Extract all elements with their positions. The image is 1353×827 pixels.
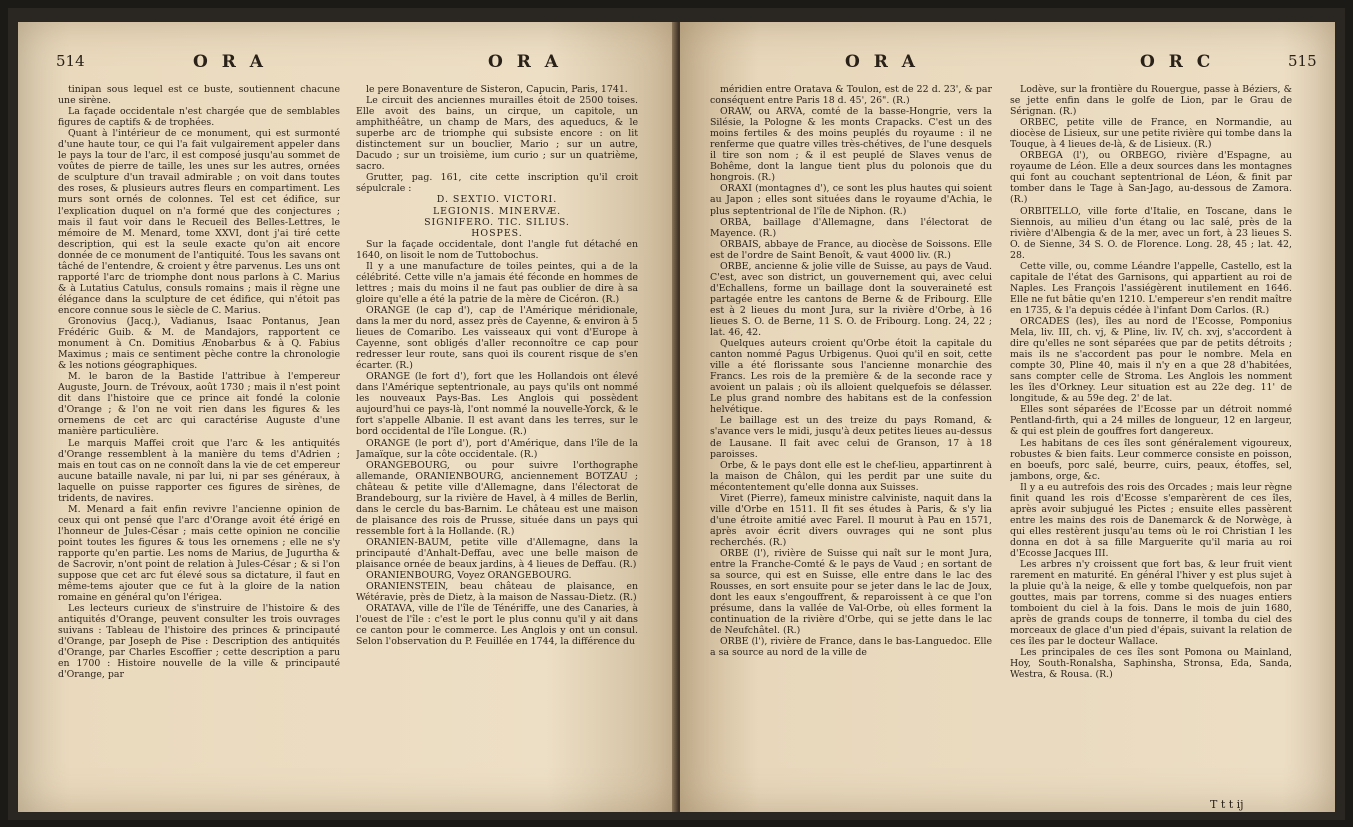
entry-orange-cap: ORANGE (le cap d'), cap de l'Amérique méridionale, dans la mer du nord, assez près de Cayenne, & environ à 5 lieues de Comaribo. Les vaisseaux qui vont d'Europe à Cayenne, sont obligés d'aller reconnoître ce cap pour redresser leur route, sans quoi ils courent risque de s'en écarter. (R.) (356, 304, 638, 372)
inscription-line: HOSPES. (471, 227, 523, 239)
entry-oratava: ORATAVA, ville de l'île de Ténériffe, une des Canaries, à l'ouest de l'île : c'est le port le plus connu qu'il y ait dans ce canton pour le commerce. Les Anglois y ont un consul. Selon l'observation du P. Feuillée en 1744, la différence du (356, 603, 638, 648)
entry-orangebourg: ORANGEBOURG, ou pour suivre l'orthographe allemande, ORANIENBOURG, anciennement BOTZAU ; château & petite ville d'Allemagne, dans l'électorat de Brandebourg, sur la rivière de Havel, à 4 milles de Berlin, dans le cercle du bas-Barnim. Le château est une maison de plaisance des rois de Prusse, située dans un pays qui ressemble fort à la Hollande. (R.) (356, 459, 638, 537)
left-page-column-1 (58, 84, 340, 802)
paragraph: Cette ville, ou, comme Léandre l'appelle, Castello, est la capitale de l'état des Garnisons, qui appartient au roi de Naples. Les François l'assiégèrent inutilement en 1646. Elle ne fut bâtie qu'en 1210. L'empereur s'en rendit maître en 1735, & l'a depuis cédée à l'infant Dom Carlos. (R.) (1010, 260, 1292, 316)
paragraph: le pere Bonaventure de Sisteron, Capucin, Paris, 1741. (366, 84, 628, 95)
paragraph: Les arbres n'y croissent que fort bas, & leur fruit vient rarement en maturité. En général l'hiver y est plus sujet à la pluie qu'à la neige, & elle y tombe quelquefois, non par gouttes, mais par torrens, comme si des nuages entiers tomboient du ciel à la fois. Dans le mois de juin 1680, après de grands coups de tonnerre, il tomba du ciel des morceaux de glace d'un pied d'épais, suivant la relation de ces îles par le docteur Wallace. (1010, 559, 1292, 648)
entry-orange-port: ORANGE (le port d'), port d'Amérique, dans l'île de la Jamaïque, sur la côte occidentale. (R.) (356, 437, 638, 460)
paragraph: méridien entre Oratava & Toulon, est de 22 d. 23', & par conséquent entre Paris 18 d. 45', 26". (R.) (710, 84, 992, 107)
left-page-header (18, 52, 678, 80)
paragraph: Il y a une manufacture de toiles peintes, qui a de la célébrité. Cette ville n'a jamais été féconde en hommes de lettres ; mais du moins il ne faut pas oublier de dire à sa gloire qu'elle a été la patrie de la mère de Cicéron. (R.) (356, 260, 638, 305)
paragraph: Le circuit des anciennes murailles étoit de 2500 toises. Elle avoit des bains, un cirque, un capitole, un amphithéâtre, un champ de Mars, des aqueducs, & le superbe arc de triomphe qui subsiste encore : on lit distinctement sur un bouclier, Mario ; sur un autre, Dacudo ; sur un troisième, ium curio ; sur un quatrième, sacro. (356, 95, 638, 173)
right-page-header (680, 52, 1335, 80)
entry-orbec: ORBEC, petite ville de France, en Normandie, au diocèse de Lisieux, sur une petite rivière qui tombe dans la Touque, à 4 lieues de-là, & de Lisieux. (R.) (1010, 117, 1292, 151)
headword-right-a: O R A (845, 52, 919, 72)
entry-orbitello: ORBITELLO, ville forte d'Italie, en Toscane, dans le Siennois, au milieu d'un étang ou lac salé, près de la rivière d'Albengia & de la mer, avec un fort, à 23 lieues S. O. de Sienne, 34 S. O. de Florence. Long. 28, 45 ; lat. 42, 28. (1010, 205, 1292, 261)
headword-right-b: O R C (1140, 52, 1215, 72)
headword-left-b: O R A (488, 52, 562, 72)
headword-left-a: O R A (193, 52, 267, 72)
paragraph: M. le baron de la Bastide l'attribue à l'empereur Auguste, Journ. de Trévoux, août 1730 ; mais il n'est point dit dans l'histoire que ce prince ait fondé la colonie d'Orange ; & l'on ne voit rien dans les figures & les ornemens de cet arc qui caractérise Auguste d'une manière particulière. (58, 371, 340, 438)
paragraph: Viret (Pierre), fameux ministre calviniste, naquit dans la ville d'Orbe en 1511. Il fit ses études à Paris, & s'y lia d'une étroite amitié avec Farel. Il mourut à Pau en 1571, après avoir écrit divers ouvrages qui ne sont plus recherchés. (R.) (710, 492, 992, 548)
paragraph: Lodève, sur la frontière du Rouergue, passe à Béziers, & se jette enfin dans le golfe de Lion, par le Grau de Sérignan. (R.) (1010, 84, 1292, 118)
entry-orbega: ORBEGA (l'), ou ORBEGO, rivière d'Espagne, au royaume de Léon. Elle a deux sources dans les montagnes qui font au couchant septentrional de Léon, & finit par tomber dans le Tage à San-Jago, au-dessous de Zamora. (R.) (1010, 150, 1292, 206)
paragraph: Grutter, pag. 161, cite cette inscription qu'il croit sépulcrale : (356, 172, 638, 195)
paragraph: Le baillage est un des treize du pays Romand, & s'avance vers le midi, jusqu'à deux petites lieues au-dessus de Lausane. Il fait avec celui de Granson, 17 à 18 paroisses. (710, 415, 992, 460)
paragraph: Orbe, & le pays dont elle est le chef-lieu, appartinrent à la maison de Châlon, qui les perdit par une suite du mécontentement qu'elle donna aux Suisses. (710, 459, 992, 493)
paragraph: Gronovius (Jacq.), Vadianus, Isaac Pontanus, Jean Frédéric Guib. & M. de Mandajors, rapportent ce monument à Cn. Domitius Ænobarbus & à Q. Fabius Maximus ; mais ce sentiment pèche contre la chronologie & les notions géographiques. (58, 315, 340, 372)
entry-orange-fort: ORANGE (le fort d'), fort que les Hollandois ont élevé dans l'Amérique septentrionale, au pays qu'ils ont nommé les nouveaux Pays-Bas. Les Anglois qui possèdent aujourd'hui ce pays-là, l'ont nommé la nouvelle-Yorck, & le fort s'appelle Albanie. Il est avant dans les terres, sur le bord occidental de l'île Longue. (R.) (356, 371, 638, 438)
entry-oraxi: ORAXI (montagnes d'), ce sont les plus hautes qui soient au Japon ; elles sont situées dans le royaume d'Achia, le plus septentrional de l'île de Niphon. (R.) (710, 183, 992, 217)
paragraph: Les habitans de ces îles sont généralement vigoureux, robustes & bien faits. Leur commerce consiste en poisson, en boeufs, porc salé, beurre, cuirs, peaux, étoffes, sel, jambons, orge, &c. (1010, 437, 1292, 482)
paragraph: Il y a eu autrefois des rois des Orcades ; mais leur règne finit quand les rois d'Ecosse s'emparèrent de ces îles, après avoir subjugué les Pictes ; ensuite elles passèrent entre les mains des rois de Danemarck & de Norwège, à qui elles restèrent jusqu'au tems où le roi Christian I les donna en dot à sa fille Marguerite qu'il maria au roi d'Ecosse Jacques III. (1010, 481, 1292, 559)
entry-orba: ORBA, baillage d'Allemagne, dans l'électorat de Mayence. (R.) (710, 216, 992, 239)
entry-oranien-baum: ORANIEN-BAUM, petite ville d'Allemagne, dans la principauté d'Anhalt-Deffau, avec une belle maison de plaisance ornée de beaux jardins, à 4 lieues de Deffau. (R.) (356, 536, 638, 571)
entry-orbe: ORBE, ancienne & jolie ville de Suisse, au pays de Vaud. C'est, avec son district, un gouvernement qui, avec celui d'Echallens, forme un baillage dont la souveraineté est partagée entre les cantons de Berne & de Fribourg. Elle est à 2 lieues du mont Jura, sur la rivière d'Orbe, à 16 lieues S. O. de Berne, 11 S. O. de Fribourg. Long. 24, 22 ; lat. 46, 42. (710, 260, 992, 339)
signature-mark: T t t ij (1210, 798, 1244, 811)
left-page-column-2 (356, 84, 638, 802)
paragraph: Les principales de ces îles sont Pomona ou Mainland, Hoy, South-Ronalsha, Saphinsha, Stronsa, Eda, Sanda, Westra, & Rousa. (R.) (1010, 647, 1292, 681)
paragraph: Elles sont séparées de l'Ecosse par un détroit nommé Pentland-firth, qui a 24 milles de longueur, 12 en largeur, & qui est plein de gouffres fort dangereux. (1010, 404, 1292, 438)
open-book (8, 8, 1345, 820)
right-page (680, 22, 1335, 812)
right-page-column-2 (1010, 84, 1292, 802)
entry-orbais: ORBAIS, abbaye de France, au diocèse de Soissons. Elle est de l'ordre de Saint Benoît, & vaut 4000 liv. (R.) (710, 238, 992, 261)
entry-oranienstein: ORANIENSTEIN, beau château de plaisance, en Wétéravie, près de Dietz, à la maison de Nassau-Dietz. (R.) (356, 581, 638, 604)
entry-oranienbourg: ORANIENBOURG, Voyez ORANGEBOURG. (366, 570, 572, 582)
entry-oraw: ORAW, ou ARVA, comté de la basse-Hongrie, vers la Silésie, la Pologne & les monts Crapacks. C'est un des moins fertiles & des moins peuplés du royaume : il ne renferme que quatre villes très-chétives, de l'une desquels il tire son nom ; & il est peuplé de Slaves venus de Bohême, dont la langue tient plus du polonois que du hongrois. (R.) (710, 106, 992, 184)
inscription-line: LEGIONIS. MINERVÆ. (432, 205, 562, 217)
page-number-left: 514 (56, 52, 85, 70)
right-page-column-1 (710, 84, 992, 802)
paragraph: tinipan sous lequel est ce buste, soutiennent chacune une sirène. (58, 84, 340, 107)
paragraph: Quant à l'intérieur de ce monument, qui est surmonté d'une haute tour, ce qui l'a fait vulgairement appeler dans le pays la tour de l'arc, il est composé jusqu'au sommet de voûtes de pierre de taille, les unes sur les autres, ornées de sculpture d'un travail admirable ; on voit dans toutes des roses, & plusieurs autres fleurs en compartiment. Les murs sont ornés de colonnes. Tel est cet édifice, sur l'explication duquel on n'a formé que des conjectures ; mais il faut voir dans le Recueil des Belles-Lettres, le mémoire de M. Menard, tome XXVI, dont j'ai tiré cette description, qui est la seule exacte qu'on ait encore donnée de ce monument de l'antiquité. Tous les savans ont tâché de l'entendre, & croient y être parvenus. Les uns ont rapporté l'arc de triomphe dont nous parlons à C. Marius & à Lutatius Catulus, consuls romains ; mais il règne une élégance dans la sculpture de cet édifice, qui n'étoit pas encore connue sous le siècle de C. Marius. (58, 128, 340, 316)
paragraph: Les lecteurs curieux de s'instruire de l'histoire & des antiquités d'Orange, peuvent consulter les trois ouvrages suivans : Tableau de l'histoire des princes & principauté d'Orange, par Joseph de Pise : Description des antiquités d'Orange, par Charles Escoffier ; cette description a paru en 1700 : Histoire nouvelle de la ville & principauté d'Orange, par (58, 603, 340, 681)
inscription-line: SIGNIFERO. TIC. SILIUS. (424, 216, 570, 228)
page-number-right: 515 (1288, 52, 1317, 70)
entry-orcades: ORCADES (les), îles au nord de l'Ecosse, Pomponius Mela, liv. III, ch. vj, & Pline, liv. IV, ch. xvj, s'accordent à dire qu'elles ne sont séparées que par de petits détroits ; mais ils ne s'accordent pas pour le nombre. Mela en compte 30, Pline 40, mais il n'y en a que 28 d'habitées, sans compter celle de Stroma. Les Anglois les nomment les îles d'Orkney. Leur situation est au 22e deg. 11' de longitude, & au 59e deg. 2' de lat. (1010, 315, 1292, 405)
paragraph: Sur la façade occidentale, dont l'angle fut détaché en 1640, on lisoit le nom de Tuttobochus. (356, 238, 638, 261)
paragraph: Le marquis Maffei croit que l'arc & les antiquités d'Orange ressemblent à la manière du tems d'Adrien ; mais en tout cas on ne connoît dans la vie de cet empereur aucune bataille navale, ni par lui, ni par ses généraux, à laquelle on puisse rapporter ces figures de sirènes, de tridents, de navires. (58, 437, 340, 504)
paragraph: Quelques auteurs croient qu'Orbe étoit la capitale du canton nommé Pagus Urbigenus. Quoi qu'il en soit, cette ville a été florissante sous l'ancienne monarchie des Francs. Les rois de la première & de la seconde race y avoient un palais ; où ils alloient quelquefois se délasser. Le plus grand nombre des habitans est de la confession helvétique. (710, 338, 992, 416)
left-page (18, 22, 678, 812)
entry-orbe-river-suisse: ORBE (l'), rivière de Suisse qui naît sur le mont Jura, entre la Franche-Comté & le pays de Vaud ; en sortant de sa source, qui est en Suisse, elle entre dans le lac des Rousses, en sort ensuite pour se jeter dans le lac de Joux, dont les eaux s'engouffrent, & reparoissent à ce que l'on présume, dans la vallée de Val-Orbe, où elles forment la continuation de la rivière d'Orbe, qui se jette dans le lac de Neufchâtel. (R.) (710, 547, 992, 637)
entry-orbe-river-france: ORBE (l'), rivière de France, dans le bas-Languedoc. Elle a sa source au nord de la ville de (710, 636, 992, 659)
inscription-line: D. SEXTIO. VICTORI. (436, 194, 558, 206)
paragraph: La façade occidentale n'est chargée que de semblables figures de captifs & de trophées. (58, 106, 340, 129)
paragraph: M. Menard a fait enfin revivre l'ancienne opinion de ceux qui ont pensé que l'arc d'Orange avoit été érigé en l'honneur de Jules-César ; mais cette opinion ne concilie point toutes les figures & tous les ornemens ; elle ne s'y rapporte qu'en partie. Les noms de Marius, de Jugurtha & de Sacrovir, n'ont point de relation à Jules-César ; & si l'on suppose que cet arc fut élevé sous sa dictature, il faut en même-tems ajouter que ce fut à la gloire de la nation romaine en général qu'on l'érigea. (58, 503, 340, 604)
